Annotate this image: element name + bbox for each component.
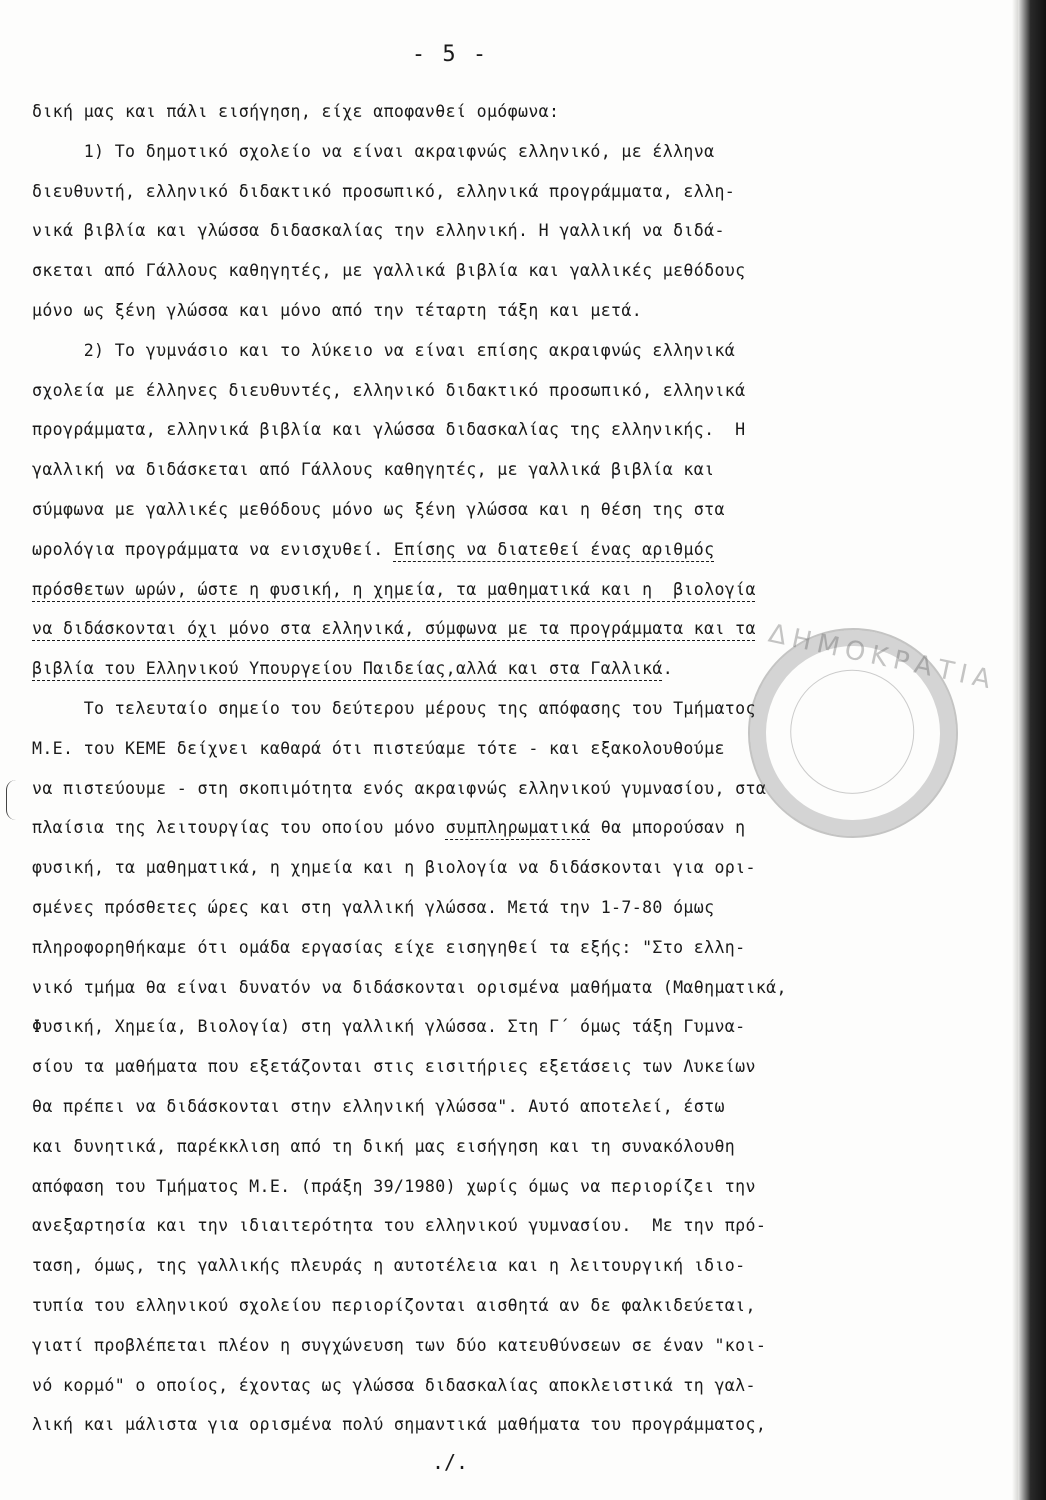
text-line: μόνο ως ξένη γλώσσα και μόνο από την τέταρτη τάξη και μετά. bbox=[32, 300, 643, 320]
text-line: να πιστεύουμε - στη σκοπιμότητα ενός ακραιφνώς ελληνικού γυμνασίου, στα bbox=[32, 778, 767, 798]
text-line: 1) Το δημοτικό σχολείο να είναι ακραιφνώς ελληνικό, με έλληνα bbox=[32, 141, 715, 161]
underlined-text: πρόσθετων ωρών, ώστε η φυσική, η χημεία, τα μαθηματικά και η βιολογία bbox=[32, 579, 756, 599]
text-line: πλαίσια της λειτουργίας του οποίου μόνο συμπληρωματικά θα μπορούσαν η bbox=[32, 818, 746, 838]
continuation-mark: ./. bbox=[431, 1450, 469, 1474]
text-line: νικά βιβλία και γλώσσα διδασκαλίας την ελληνική. Η γαλλική να διδά- bbox=[32, 221, 725, 241]
page-edge bbox=[1018, 0, 1046, 1500]
text-line: σκεται από Γάλλους καθηγητές, με γαλλικά βιβλία και γαλλικές μεθόδους bbox=[32, 261, 746, 281]
text-line: λική και μάλιστα για ορισμένα πολύ σημαντικά μαθήματα του προγράμματος, bbox=[32, 1415, 767, 1435]
text-line bbox=[32, 609, 982, 649]
text-line: βιβλία του Ελληνικού Υπουργείου Παιδείας,αλλά και στα Γαλλικά. bbox=[32, 659, 674, 679]
text-line: σίου τα μαθήματα που εξετάζονται στις εισιτήριες εξετάσεις των Λυκείων bbox=[32, 1057, 756, 1077]
text-line: διευθυντή, ελληνικό διδακτικό προσωπικό, ελληνικά προγράμματα, ελλη- bbox=[32, 181, 736, 201]
text-line: Μ.Ε. του ΚΕΜΕ δείχνει καθαρά ότι πιστεύαμε τότε - και εξακολουθούμε bbox=[32, 738, 725, 758]
text-line: σύμφωνα με γαλλικές μεθόδους μόνο ως ξένη γλώσσα και η θέση της στα bbox=[32, 499, 725, 519]
text-line: θα πρέπει να διδάσκονται στην ελληνική γλώσσα". Αυτό αποτελεί, έστω bbox=[32, 1096, 725, 1116]
stamp-text: ΔΗΜΟΚΡΑΤΙΑ bbox=[765, 618, 1000, 697]
text-line: σμένες πρόσθετες ώρες και στη γαλλική γλώσσα. Μετά την 1-7-80 όμως bbox=[32, 897, 715, 917]
text-line bbox=[32, 570, 982, 610]
text-line: τυπία του ελληνικού σχολείου περιορίζονται αισθητά αν δε φαλκιδεύεται, bbox=[32, 1295, 756, 1315]
text-line: πληροφορηθήκαμε ότι ομάδα εργασίας είχε εισηγηθεί τα εξής: "Στο ελλη- bbox=[32, 937, 746, 957]
text-line: δική μας και πάλι εισήγηση, είχε αποφανθεί ομόφωνα: bbox=[32, 102, 560, 121]
text-line: προγράμματα, ελληνικά βιβλία και γλώσσα διδασκαλίας της ελληνικής. Η bbox=[32, 420, 746, 440]
underlined-text: βιβλία του Ελληνικού Υπουργείου Παιδείας,αλλά και στα Γαλλικά bbox=[32, 659, 663, 679]
text-line: νικό τμήμα θα είναι δυνατόν να διδάσκονται ορισμένα μαθήματα (Μαθηματικά, bbox=[32, 977, 787, 997]
underlined-text: Επίσης να διατεθεί ένας αριθμός bbox=[393, 539, 715, 559]
text-line: γιατί προβλέπεται πλέον η συγχώνευση των δύο κατευθύνσεων σε έναν "κοι- bbox=[32, 1335, 767, 1355]
text-line: απόφαση του Τμήματος Μ.Ε. (πράξη 39/1980) χωρίς όμως να περιορίζει την bbox=[32, 1176, 756, 1196]
text-line: σχολεία με έλληνες διευθυντές, ελληνικό διδακτικό προσωπικό, ελληνικά bbox=[32, 380, 746, 400]
text-line: γαλλική να διδάσκεται από Γάλλους καθηγητές, με γαλλικά βιβλία και bbox=[32, 460, 715, 480]
text-line: ωρολόγια προγράμματα να ενισχυθεί. Επίσης να διατεθεί ένας αριθμός bbox=[32, 539, 715, 559]
text-line: Το τελευταίο σημείο του δεύτερου μέρους της απόφασης του Τμήματος bbox=[32, 698, 756, 718]
text-line: νό κορμό" ο οποίος, έχοντας ως γλώσσα διδασκαλίας αποκλειστικά τη γαλ- bbox=[32, 1375, 756, 1395]
document-body bbox=[32, 92, 1000, 1445]
text-line: και δυνητικά, παρέκκλιση από τη δική μας εισήγηση και τη συνακόλουθη bbox=[32, 1136, 736, 1156]
page-number: - 5 - bbox=[411, 42, 489, 67]
text-line: ανεξαρτησία και την ιδιαιτερότητα του ελληνικού γυμνασίου. Με την πρό- bbox=[32, 1216, 767, 1236]
text-line: 2) Το γυμνάσιο και το λύκειο να είναι επίσης ακραιφνώς ελληνικά bbox=[32, 340, 736, 360]
margin-bracket-mark bbox=[6, 780, 19, 820]
underlined-text: να διδάσκονται όχι μόνο στα ελληνικά, σύμφωνα με τα προγράμματα και τα bbox=[32, 619, 756, 639]
text-line: Φυσική, Χημεία, Βιολογία) στη γαλλική γλώσσα. Στη Γ΄ όμως τάξη Γυμνα- bbox=[32, 1017, 746, 1037]
text-line: φυσική, τα μαθηματικά, η χημεία και η βιολογία να διδάσκονται για ορι- bbox=[32, 858, 756, 878]
text-line: ταση, όμως, της γαλλικής πλευράς η αυτοτέλεια και η λειτουργική ιδιο- bbox=[32, 1256, 746, 1276]
underlined-text: συμπληρωματικά bbox=[445, 818, 591, 838]
